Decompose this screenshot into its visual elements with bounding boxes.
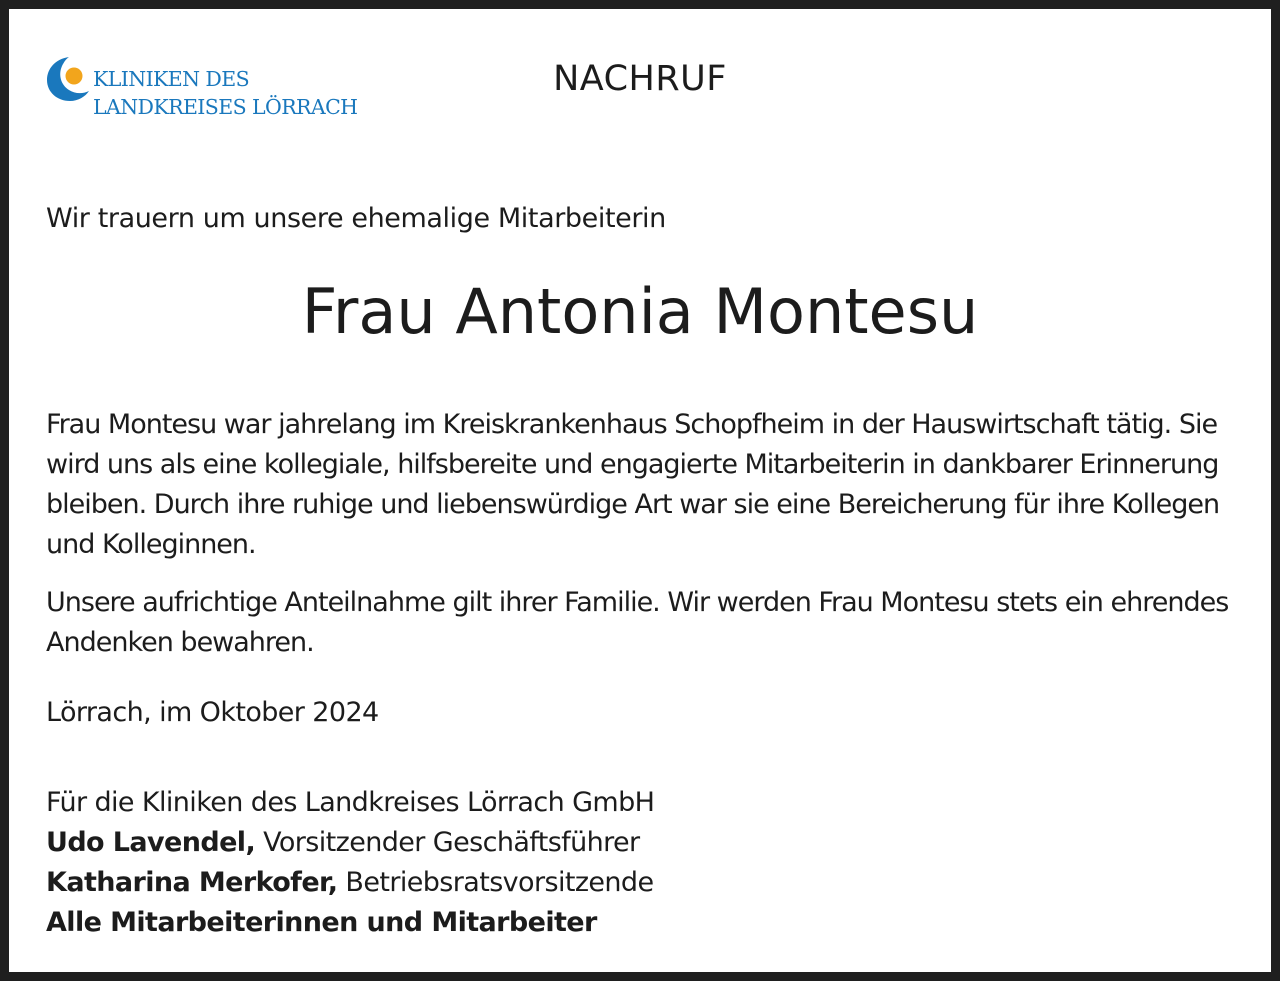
signatory-role: Betriebsratsvorsitzende (337, 867, 654, 898)
signatory-staff (46, 903, 654, 943)
tribute-paragraph: Frau Montesu war jahrelang im Kreiskrankenhaus Schopfheim in der Hauswirtschaft tätig. Sie wird uns als eine kollegiale, hilfsbereite und engagierte Mitarbeiterin in dankbarer Erinnerung bleiben. Durch ihre ruhige und liebenswürdige Art war sie eine Bereicherung für ihre Kollegen und Kolleginnen. (46, 409, 1220, 560)
logo-line-2: LANDKREISES LÖRRACH (93, 95, 358, 119)
signatory-organization: Für die Kliniken des Landkreises Lörrach GmbH (46, 787, 655, 818)
deceased-name: Frau Antonia Montesu (301, 275, 979, 348)
signatory-role: Vorsitzender Geschäftsführer (255, 827, 640, 858)
logo-line-1: KLINIKEN DES (93, 67, 250, 91)
signatory-row (46, 863, 654, 903)
signatory-name: Katharina Merkofer, (46, 867, 338, 898)
intro-line: Wir trauern um unsere ehemalige Mitarbeiterin (46, 203, 666, 234)
signatory-name: Udo Lavendel, (46, 827, 256, 858)
place-and-date: Lörrach, im Oktober 2024 (46, 697, 379, 728)
signatories (46, 783, 654, 943)
signatory-staff-label: Alle Mitarbeiterinnen und Mitarbeiter (46, 907, 597, 938)
notice-heading: NACHRUF (553, 59, 727, 99)
signatory-row (46, 823, 654, 863)
condolence-paragraph: Unsere aufrichtige Anteilnahme gilt ihrer Familie. Wir werden Frau Montesu stets ein ehrendes Andenken bewahren. (46, 587, 1229, 658)
